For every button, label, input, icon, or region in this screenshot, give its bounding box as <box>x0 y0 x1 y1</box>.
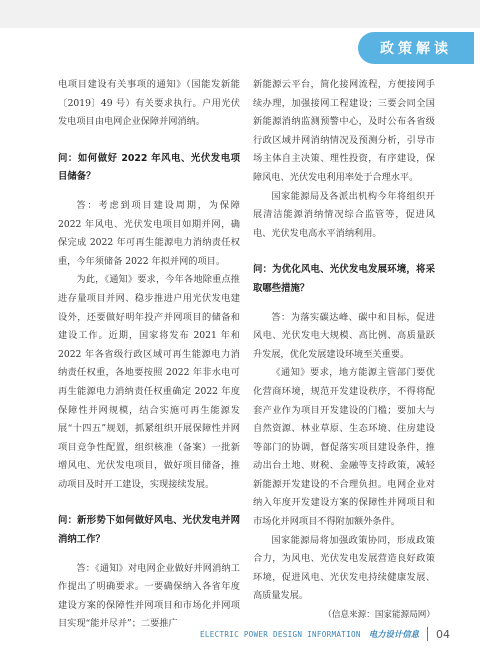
paragraph: 《通知》要求，地方能源主管部门要优化营商环境，规范开发建设秩序，不得将配套产业作为项目开发建设的门槛；要加大与自然资源、林业草原、生态环境、住房建设等部门的协调，督促落实项目建设条件，推动出台土地、财税、金融等支持政策，减轻新能源开发建设的不合理负担。电网企业对纳入年度开发建设方案的保障性并网项目和市场化并网项目不得附加额外条件。 <box>253 367 435 528</box>
paragraph: 答：考虑到项目建设周期，为保障 2022 年风电、光伏发电项目如期并网，确保完成 2022 年可再生能源电力消纳责任权重，今年须储备 2022 年拟并网的项目。 <box>58 199 240 267</box>
section-tag-label: 政策解读 <box>380 41 452 57</box>
question-heading: 问：如何做好 2022 年风电、光伏发电项目储备？ <box>58 152 240 183</box>
question-heading: 问：为优化风电、光伏发电发展环境，将采取哪些措施？ <box>253 264 435 294</box>
paragraph: 新能源云平台，简化接网流程，方便接网手续办理，加强接网工程建设；三要会同全国新能源消纳监测预警中心，及时公布各省级行政区域并网消纳情况及预测分析，引导市场主体自主决策、理性投资，有序建设，保障风电、光伏发电利用率处于合理水平。 <box>253 79 435 183</box>
paragraph: 答：《通知》对电网企业做好并网消纳工作提出了明确要求。一要确保纳入各省年度建设方案的保障性并网项目和市场化并网项目实现“能并尽并”；二要推广 <box>58 562 240 630</box>
footer-english-title: ELECTRIC POWER DESIGN INFORMATION <box>199 629 361 639</box>
question-heading: 问：新形势下如何做好风电、光伏发电并网消纳工作？ <box>58 515 240 546</box>
source-note: （信息来源：国家能源局网） <box>323 610 435 621</box>
page-number: 04 <box>436 627 450 641</box>
footer-logo: 电力设计信息 <box>368 629 419 639</box>
section-tag <box>358 32 474 64</box>
footer-divider <box>427 627 428 641</box>
paragraph: 电项目建设有关事项的通知》（国能发新能〔2019〕49 号）有关要求执行。户用光伏发电项目由电网企业保障并网消纳。 <box>58 79 240 128</box>
paragraph: 答：为落实碳达峰、碳中和目标，促进风电、光伏发电大规模、高比例、高质量跃升发展，优化发展建设环境至关重要。 <box>253 311 435 360</box>
left-column <box>58 76 240 634</box>
paragraph: 国家能源局将加强政策协同，形成政策合力，为风电、光伏发电发展营造良好政策环境，促进风电、光伏发电持续健康发展、高质量发展。 <box>253 534 435 602</box>
top-band <box>0 0 480 28</box>
paragraph: 国家能源局及各派出机构今年将组织开展清洁能源消纳情况综合监管等，促进风电、光伏发电高水平消纳利用。 <box>253 190 435 239</box>
page-footer <box>200 626 450 642</box>
right-column <box>253 76 435 625</box>
paragraph: 为此，《通知》要求，今年各地除重点推进存量项目并网、稳步推进户用光伏发电建设外，还要做好明年投产并网项目的储备和建设工作。近期，国家将发布 2021 年和 2022 年各省级行政区域可再生能源电力消纳责任权重，各地要按照 2022 年非水电可再生能源电力消纳责任权重确定 2022 年度保障性并网规模，结合实施可再生能源发展“十四五”规划，抓紧组织开展保障性并网项目竞争性配置，组织核准（备案）一批新增风电、光伏发电项目，做好项目储备，推动项目及时开工建设，实现接续发展。 <box>58 274 240 490</box>
